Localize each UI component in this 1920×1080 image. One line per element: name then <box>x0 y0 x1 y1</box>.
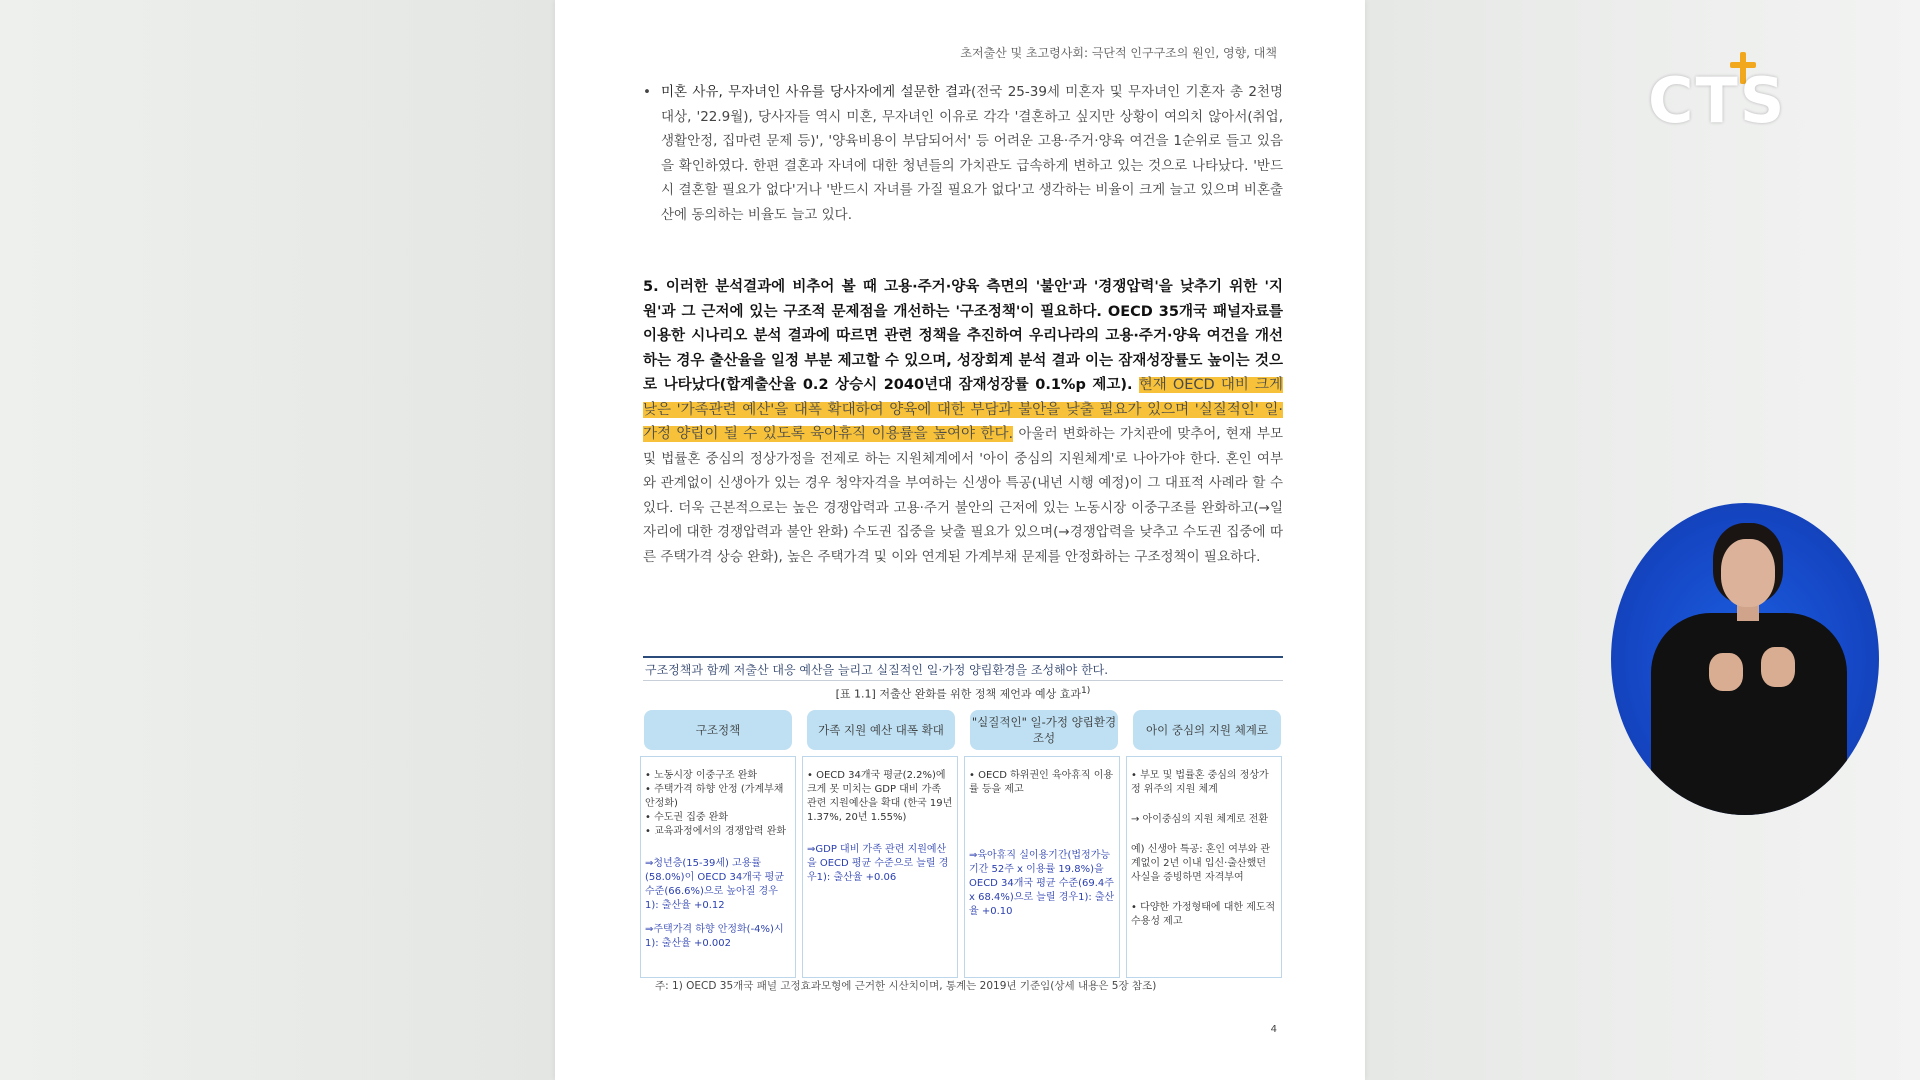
highlighted-text: 현재 OECD 대비 크게 낮은 '가족관련 예산'을 대폭 확대하여 양육에 대한 부담과 불안을 낮출 필요가 있으며 '실질적인' 일·가정 양립이 될 수 있도록 육아휴직 이용률을 높여야 한다. <box>643 377 1284 442</box>
effect-item: ⇒GDP 대비 가족 관련 지원예산을 OECD 평균 수준으로 늘릴 경우1): 출산율 +0.06 <box>807 844 949 883</box>
column-body-work-family <box>964 756 1120 978</box>
logo-text: CTS <box>1648 64 1787 137</box>
bullet-icon: • <box>643 84 651 100</box>
list-item: • 교육과정에서의 경쟁압력 완화 <box>645 826 787 837</box>
column-body-family-budget <box>802 756 958 978</box>
running-head: 초저출산 및 초고령사회: 극단적 인구구조의 원인, 영향, 대책 <box>960 46 1277 60</box>
list-item: • OECD 34개국 평균(2.2%)에 크게 못 미치는 GDP 대비 가족 관련 지원예산을 확대 (한국 19년 1.37%, 20년 1.55%) <box>807 770 953 823</box>
list-item: 예) 신생아 특공: 혼인 여부와 관계없이 2년 이내 입신·출산했던 사실을 증빙하면 자격부여 <box>1131 844 1271 883</box>
list-item: • 수도권 집중 완화 <box>645 812 729 823</box>
list-item: • 부모 및 법률혼 중심의 정상가정 위주의 지원 체계 <box>1131 770 1269 795</box>
paragraph-survey <box>643 80 1283 227</box>
list-item: • 주택가격 하향 안정 (가계부채 안정화) <box>645 784 784 809</box>
effect-item: ⇒청년층(15-39세) 고용률(58.0%)이 OECD 34개국 평균 수준(66.6%)으로 높아질 경우1): 출산율 +0.12 <box>645 858 785 911</box>
column-body-structural-policy <box>640 756 796 978</box>
list-item: • 노동시장 이중구조 완화 <box>645 770 758 781</box>
channel-logo <box>1648 50 1788 140</box>
effect-item: ⇒육아휴직 실이용기간(법정가능기간 52주 x 이용률 19.8%)을 OECD 34개국 평균 수준(69.4주 x 68.4%)으로 늘릴 경우1): 출산율 +0.10 <box>969 850 1115 917</box>
column-header-child-centered: 아이 중심의 지원 체계로 <box>1133 710 1281 750</box>
table-caption: [표 1.1] 저출산 완화를 위한 정책 제언과 예상 효과$^{1)}$ <box>835 685 1091 701</box>
background-left <box>0 0 555 1080</box>
column-header-structural-policy: 구조정책 <box>644 710 792 750</box>
paragraph-lead: 미혼 사유, 무자녀인 사유를 당사자에게 설문한 결과 <box>661 84 972 100</box>
column-header-work-family: "실질적인" 일-가정 양립환경 조성 <box>970 710 1118 750</box>
effect-item: ⇒주택가격 하향 안정화(-4%)시1): 출산율 +0.002 <box>645 924 784 949</box>
document-page <box>555 0 1365 1080</box>
column-body-child-centered <box>1126 756 1282 978</box>
paragraph-body: (전국 25-39세 미혼자 및 무자녀인 기혼자 총 2천명 대상, '22.9월), 당사자들 역시 미혼, 무자녀인 이유로 각각 '결혼하고 싶지만 상황이 여의치 않아서(취업, 생활안정, 집마련 문제 등)', '양육비용이 부담되어서' 등 어려운 고용·주거·양육 여건을 1순위로 들고 있음을 확인하였다. 한편 결혼과 자녀에 대한 청년들의 가치관도 급속하게 변하고 있는 것으로 나타났다. '반드시 결혼할 필요가 없다'거나 '반드시 자녀를 가질 필요가 없다'고 생각하는 비율이 크게 늘고 있으며 비혼출산에 동의하는 비율도 늘고 있다. <box>661 84 1283 223</box>
list-item: • OECD 하위권인 육아휴직 이용률 등을 제고 <box>969 770 1114 795</box>
list-item: → 아이중심의 지원 체계로 전환 <box>1131 814 1269 825</box>
background-right <box>1365 0 1920 1080</box>
list-item: • 다양한 가정형태에 대한 제도적 수용성 제고 <box>1131 902 1276 927</box>
paragraph-policy <box>643 275 1283 569</box>
page-number: 4 <box>1270 1024 1277 1035</box>
sign-language-interpreter <box>1611 503 1879 815</box>
box-title: 구조정책과 함께 저출산 대응 예산을 늘리고 실질적인 일·가정 양립환경을 조성해야 한다. <box>643 656 1283 681</box>
column-header-family-budget: 가족 지원 예산 대폭 확대 <box>807 710 955 750</box>
footnote: 주: 1) OECD 35개국 패널 고정효과모형에 근거한 시산치이며, 통계는 2019년 기준임(상세 내용은 5장 참조) <box>655 980 1157 992</box>
paragraph-bold: 5. 이러한 분석결과에 비추어 볼 때 고용·주거·양육 측면의 '불안'과 '경쟁압력'을 낮추기 위한 '지원'과 그 근저에 있는 구조적 문제점을 개선하는 '구조정책'이 필요하다. OECD 35개국 패널자료를 이용한 시나리오 분석 결과에 따르면 관련 정책을 추진하여 우리나라의 고용·주거·양육 여건을 개선하는 경우 출산율을 일정 부분 제고할 수 있으며, 성장회계 분석 결과 이는 잠재성장률도 높이는 것으로 나타났다(합계출산율 0.2 상승시 2040년대 잠재성장률 0.1%p 제고). <box>643 279 1283 393</box>
paragraph-plain: 아울러 변화하는 가치관에 맞추어, 현재 부모 및 법률혼 중심의 정상가정을 전제로 하는 지원체계에서 '아이 중심의 지원체계'로 나아가야 한다. 혼인 여부와 관계없이 신생아가 있는 경우 청약자격을 부여하는 신생아 특공(내년 시행 예정)이 그 대표적 사례라 할 수 있다. 더욱 근본적으로는 높은 경쟁압력과 고용·주거 불안의 근저에 있는 노동시장 이중구조를 완화하고(→일자리에 대한 경쟁압력과 불안 완화) 수도권 집중을 낮출 필요가 있으며(→경쟁압력을 낮추고 수도권 집중에 따른 주택가격 상승 완화), 높은 주택가격 및 이와 연계된 가계부채 문제를 안정화하는 구조정책이 필요하다. <box>643 426 1283 565</box>
